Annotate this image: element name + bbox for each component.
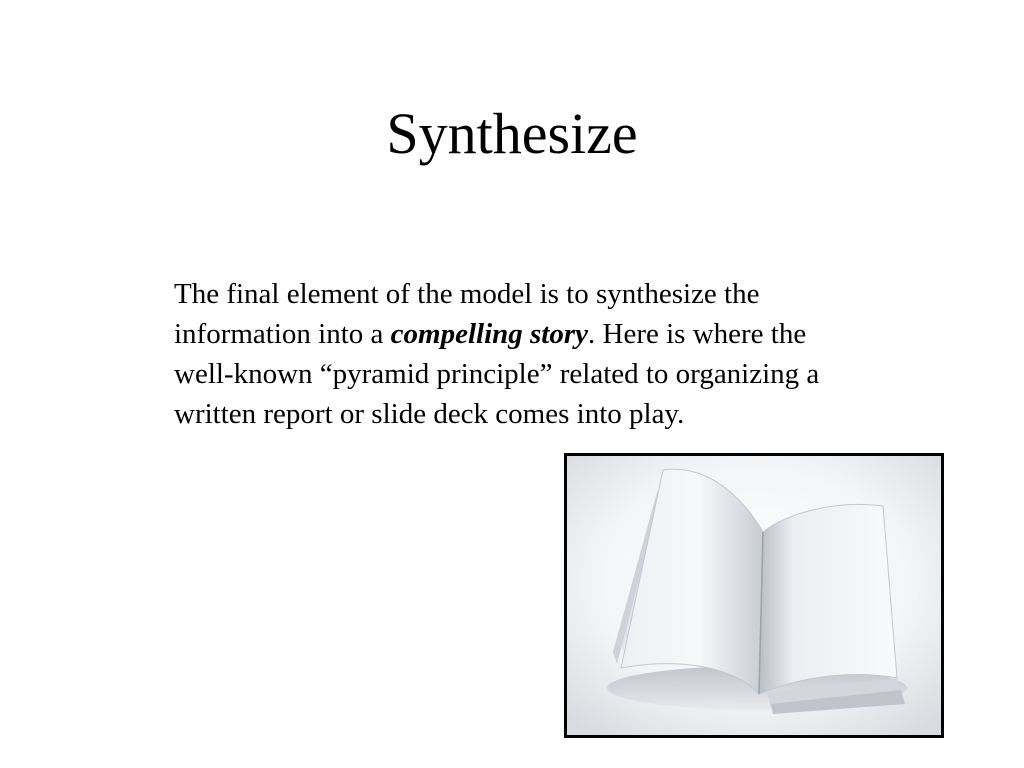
slide-title: Synthesize — [386, 101, 638, 166]
body-text-emphasis: compelling story — [390, 318, 589, 350]
body-text-part-1: The final element of the model is to synthesize the information into a — [174, 278, 760, 350]
book-picture-frame — [564, 453, 944, 738]
body-paragraph — [174, 274, 854, 434]
body-text-part-2: . Here is where the well-known “pyramid principle” related to organizing a written report or slide deck comes into play. — [174, 318, 820, 430]
open-book-icon — [567, 456, 941, 735]
